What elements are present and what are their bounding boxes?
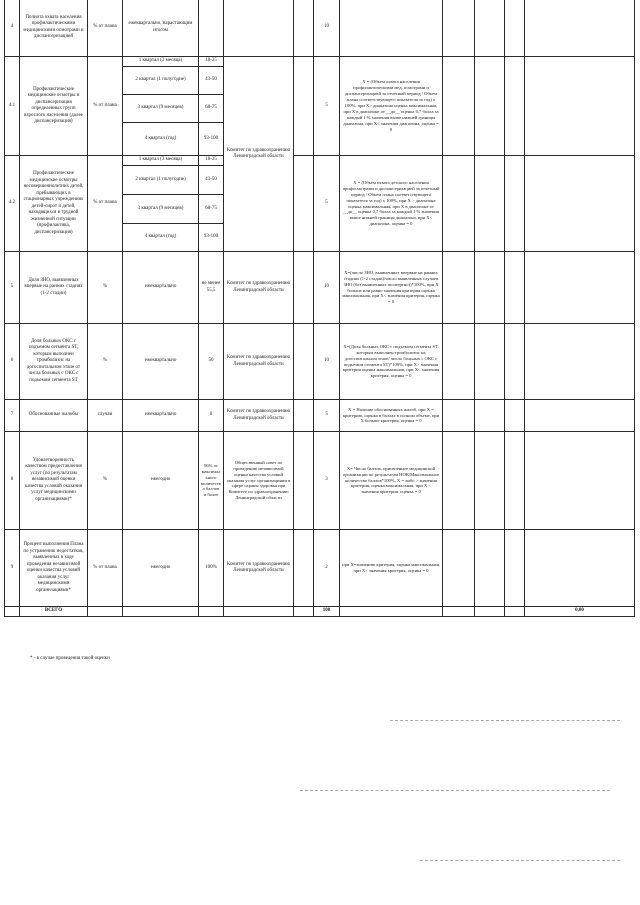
blank-cell (443, 607, 475, 617)
unit: % (88, 252, 123, 324)
target-value: 0 (199, 400, 224, 432)
criterion-name: Доля ЗНО, выявленных впервые на ранних стадиях (1-2 стадии) (20, 252, 88, 324)
target-value (199, 0, 224, 57)
blank-cell (340, 607, 443, 617)
unit: % от плана (88, 530, 123, 607)
table-row (5, 0, 635, 57)
row-number: 6 (5, 324, 20, 400)
blank-cell (294, 432, 314, 530)
sub-period: 2 квартал (1 полугодие) (123, 67, 199, 95)
blank-cell (525, 400, 635, 432)
sub-period: 4 квартал (год) (123, 224, 199, 252)
blank-cell (294, 324, 314, 400)
blank-cell (294, 156, 314, 252)
weight: 5 (314, 57, 340, 156)
period: ежеквартально (123, 252, 199, 324)
table-row (5, 400, 635, 432)
sub-value: 68-75 (199, 95, 224, 123)
blank-cell (505, 530, 525, 607)
blank-cell (475, 400, 505, 432)
unit: % (88, 324, 123, 400)
sub-period: 2 квартал (1 полугодие) (123, 166, 199, 195)
sub-value: 43-50 (199, 166, 224, 195)
blank-cell (294, 57, 314, 156)
sub-value: 18-25 (199, 57, 224, 67)
target-value: 100% (199, 530, 224, 607)
blank-cell (475, 57, 505, 156)
responsible: Комитет по здравоохранению Ленинградской области (224, 252, 294, 324)
blank-cell (505, 57, 525, 156)
method (340, 0, 443, 57)
criterion-name: Удовлетворенность качеством предоставления услуг (по результатам независимой оценки качества условий оказания услуг медицинскими организациями)* (20, 432, 88, 530)
method: X = (Объем охвата детского населения профосмотрами и диспансеризацией за отчетный период / Объем плана соответствующего показателя за год) x 100%, при X > диапазона оценка максимальная, при X в диапазоне от __до__ оценка 0,7 балла за каждый 1 % значения выше нижней границы диапазона, при X< диапазона, оценка = 0 (340, 156, 443, 252)
blank-cell (475, 530, 505, 607)
sub-value: 93-100 (199, 123, 224, 156)
blank-cell (505, 252, 525, 324)
blank-cell (505, 432, 525, 530)
total-label: ВСЕГО (20, 607, 88, 617)
weight: 2 (314, 530, 340, 607)
method: X=(Доля больных ОКС с подъемом сегмента ST, которым выполнен тромболизис на догоспитальном этапе/ число больных с ОКС с подъемом сегмента ST)*100%, при X> значения критерия оценка максимальная, при X< значения критерия, оценка = 0 (340, 324, 443, 400)
unit: случаи (88, 400, 123, 432)
responsible: Комитет по здравоохранению Ленинградской области (224, 324, 294, 400)
responsible (224, 0, 294, 57)
blank-cell (443, 252, 475, 324)
blank-cell (525, 156, 635, 252)
criteria-table (4, 0, 635, 617)
blank-cell (294, 0, 314, 57)
blank-cell (525, 252, 635, 324)
blank-cell (443, 324, 475, 400)
blank-cell (294, 252, 314, 324)
unit: % от плана (88, 57, 123, 156)
total-score: 0,00 (525, 607, 635, 617)
sub-period: 3 квартал (9 месяцев) (123, 95, 199, 123)
blank-cell (475, 0, 505, 57)
responsible: Комитет по здравоохранению Ленинградской области (224, 57, 294, 252)
responsible: Комитет по здравоохранению Ленинградской области (224, 400, 294, 432)
blank-cell (475, 324, 505, 400)
sub-period: 1 квартал (3 месяца) (123, 57, 199, 67)
total-weight: 100 (314, 607, 340, 617)
target-value: не менее 55,5 (199, 252, 224, 324)
sub-value: 68-75 (199, 195, 224, 224)
criterion-name: Профилактические медицинские осмотры и диспансеризация определенных групп взрослого населения (далее диспансеризация) (20, 57, 88, 156)
criterion-name: Профилактические медицинские осмотры несовершеннолетних детей, пребывающих в стационарных учреждениях детей-сирот и детей, находящихся в трудной жизненной ситуации (профилактика, диспансеризация) (20, 156, 88, 252)
row-number: 7 (5, 400, 20, 432)
blank-cell (443, 530, 475, 607)
row-number: 5 (5, 252, 20, 324)
blank-cell (443, 400, 475, 432)
method: X=(число ЗНО, выявленных впервые на ранних стадиях (1-2 стадии)/число выявленных случаев ЗНО (без выявленных посмертно))*100%, при X больше или равно значения критерия оценка максимальная, при X< значения критерия, оценка = 0 (340, 252, 443, 324)
blank-cell (294, 400, 314, 432)
scan-artifact-line (300, 790, 610, 791)
period: ежегодно (123, 530, 199, 607)
blank-cell (88, 607, 123, 617)
blank-cell (475, 607, 505, 617)
row-number: 8 (5, 432, 20, 530)
blank-cell (505, 156, 525, 252)
footnote: * - в случае проведения такой оценки (30, 656, 110, 661)
weight: 5 (314, 400, 340, 432)
weight: 5 (314, 156, 340, 252)
blank-cell (525, 530, 635, 607)
sub-value: 93-100 (199, 224, 224, 252)
sub-value: 43-50 (199, 67, 224, 95)
blank-cell (443, 0, 475, 57)
blank-cell (443, 432, 475, 530)
blank-cell (505, 607, 525, 617)
blank-cell (525, 57, 635, 156)
blank-cell (475, 252, 505, 324)
weight: 10 (314, 252, 340, 324)
responsible: Общественный совет по проведению независимой оценки качества условий оказания услуг организациями в сфере охраны здоровья при Комитете по здравоохранению Ленинградской области (224, 432, 294, 530)
scan-artifact-line (390, 720, 620, 721)
table-row (5, 57, 635, 67)
blank-cell (443, 57, 475, 156)
period: ежеквартально, нарастающим итогом (123, 0, 199, 57)
blank-cell (5, 607, 20, 617)
table-row (5, 252, 635, 324)
method: при X=значению критерия, оценка максимальная, при X< значения критерия, оценка = 0 (340, 530, 443, 607)
row-number: 4.2 (5, 156, 20, 252)
blank-cell (294, 530, 314, 607)
table-row (5, 432, 635, 530)
target-value: 96% от максимального количества баллов и более (199, 432, 224, 530)
total-row (5, 607, 635, 617)
table-row (5, 530, 635, 607)
table-row (5, 156, 635, 166)
target-value: 50 (199, 324, 224, 400)
unit: % от плана (88, 156, 123, 252)
method: X = Наличие обоснованных жалоб, при X = критерию, оценка в баллах в полном объеме, при X больше критерия, оценка = 0 (340, 400, 443, 432)
period: ежегодно (123, 432, 199, 530)
weight: 10 (314, 0, 340, 57)
criterion-name: Обоснованные жалобы (20, 400, 88, 432)
weight: 10 (314, 324, 340, 400)
weight: 3 (314, 432, 340, 530)
blank-cell (123, 607, 199, 617)
blank-cell (224, 607, 294, 617)
unit: % (88, 432, 123, 530)
criterion-name: Полнота охвата населения профилактическими медицинскими осмотрами и диспансеризацией (20, 0, 88, 57)
method: X = (Объем охвата населения профилактическими мед. осмотрами и диспансеризацией за отчетный период / Объем плана соответствующего показателя за год) x 100%, при X> диапазона оценка максимальная, при X в диапазоне от __до__ оценка 0,7 балла за каждый 1 % значения выше нижней границы диапазона, при X< значения диапазона, оценка = 0 (340, 57, 443, 156)
blank-cell (525, 324, 635, 400)
responsible: Комитет по здравоохранению Ленинградской области (224, 530, 294, 607)
scan-artifact-line (420, 860, 620, 861)
blank-cell (475, 432, 505, 530)
row-number: 4 (5, 0, 20, 57)
sub-period: 3 квартал (9 месяцев) (123, 195, 199, 224)
method: X= Число баллов, присвоенное медицинской организации по результатам НОК/Максимальное количество баллов*100%, X = либо > значения критерия, оценка максимальная, при X < значения критерия, оценка = 0 (340, 432, 443, 530)
period: ежеквартально (123, 324, 199, 400)
blank-cell (443, 156, 475, 252)
sub-period: 4 квартал (год) (123, 123, 199, 156)
row-number: 4.1 (5, 57, 20, 156)
row-number: 9 (5, 530, 20, 607)
table-row (5, 324, 635, 400)
blank-cell (525, 0, 635, 57)
unit: % от плана (88, 0, 123, 57)
blank-cell (505, 0, 525, 57)
period: ежеквартально (123, 400, 199, 432)
sub-value: 18-25 (199, 156, 224, 166)
blank-cell (505, 400, 525, 432)
blank-cell (294, 607, 314, 617)
criterion-name: Доля больных ОКС с подъемом сегмента ST, которым выполнен тромболизис на догоспитальном этапе от числа больных с ОКС с подъемом сегмента ST (20, 324, 88, 400)
sub-period: 1 квартал (3 месяца) (123, 156, 199, 166)
blank-cell (475, 156, 505, 252)
blank-cell (199, 607, 224, 617)
blank-cell (505, 324, 525, 400)
blank-cell (525, 432, 635, 530)
criterion-name: Процент выполнения Плана по устранению недостатков, выявленных в ходе проведения независимой оценки качества условий оказания услуг медицинскими организациями* (20, 530, 88, 607)
